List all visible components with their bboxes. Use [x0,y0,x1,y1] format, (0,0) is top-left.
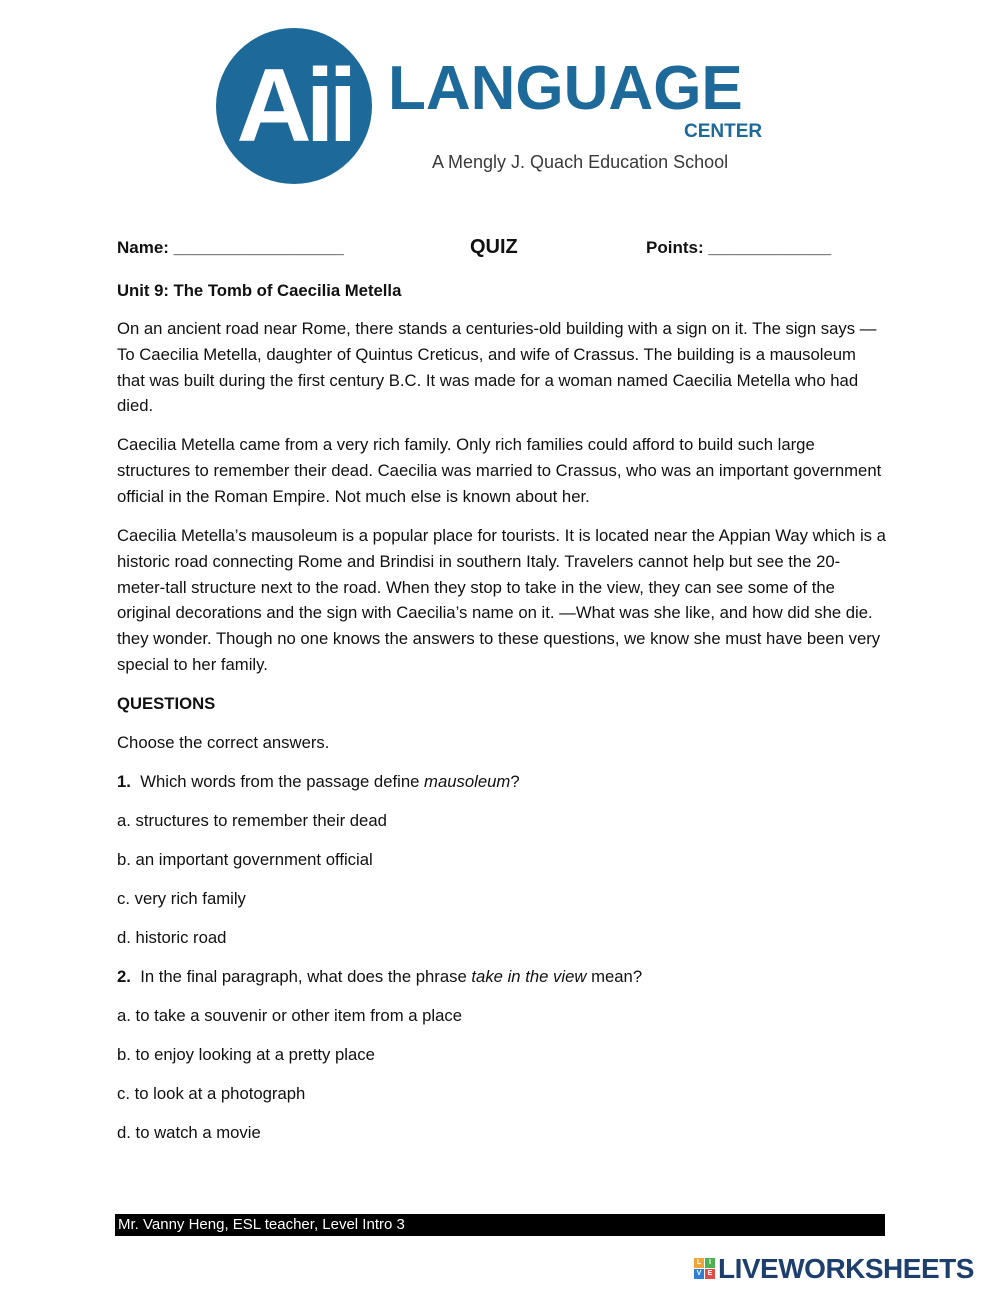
cube-letter: E [705,1269,715,1279]
cube-letter: L [694,1258,704,1268]
answer-option[interactable]: c. very rich family [117,889,246,908]
question-number: 2. [117,967,131,986]
logo-mark-text: Aii [236,48,352,164]
logo-subtitle: CENTER [684,121,763,142]
answer-option[interactable]: a. structures to remember their dead [117,811,387,830]
answer-option[interactable]: c. to look at a photograph [117,1084,306,1103]
question-keyword: mausoleum [424,772,511,791]
logo-tagline: A Mengly J. Quach Education School [432,152,729,172]
question-text-end: ? [510,772,520,791]
answer-option[interactable]: d. historic road [117,928,227,947]
points-field-label: Points: _____________ [646,238,832,257]
answer-option[interactable]: a. to take a souvenir or other item from a place [117,1006,463,1025]
passage-paragraph: Caecilia Metella came from a very rich family. Only rich families could afford to build such large structures to remember their dead. Caecilia was married to Crassus, who was an important government official in the Roman Empire. Not much else is known about her. [117,435,882,506]
question-text: Which words from the passage define [140,772,420,791]
teacher-footer-bar: Mr. Vanny Heng, ESL teacher, Level Intro 3 [115,1214,885,1236]
answer-option[interactable]: b. an important government official [117,850,373,869]
answer-option[interactable]: d. to watch a movie [117,1123,261,1142]
question-text-end: mean? [591,967,643,986]
question-number: 1. [117,772,131,791]
cube-letter: V [694,1269,704,1279]
passage-paragraph: Caecilia Metella’s mausoleum is a popular place for tourists. It is located near the Appian Way which is a historic road connecting Rome and Brindisi in southern Italy. Travelers cannot help but see the 20-meter-tall structure next to the road. When they stop to take in the view, they can see some of the original decorations and the sign with Caecilia’s name on it. —What was she like, and how did she die. they wonder. Though no one knows the answers to these questions, we know she must have been very special to her family. [117,526,886,674]
answer-option[interactable]: b. to enjoy looking at a pretty place [117,1045,375,1064]
school-logo [216,28,763,188]
passage-paragraph: On an ancient road near Rome, there stands a centuries-old building with a sign on it. The sign says —To Caecilia Metella, daughter of Quintus Creticus, and wife of Crassus. The building is a mausoleum that was built during the first century B.C. It was made for a woman named Caecilia Metella who had died. [117,319,877,416]
instructions: Choose the correct answers. [117,733,330,752]
name-field-label: Name: __________________ [117,238,344,257]
logo-wordmark: LANGUAGE [388,54,743,123]
unit-title: Unit 9: The Tomb of Caecilia Metella [117,281,402,300]
cube-letter: I [705,1258,715,1268]
liveworksheets-wordmark: LIVEWORKSHEETS [718,1253,974,1284]
quiz-title: QUIZ [470,236,518,258]
liveworksheets-cubes-icon [694,1258,716,1282]
questions-heading: QUESTIONS [117,694,216,713]
question-prompt [117,769,520,794]
question-keyword: take in the view [471,967,587,986]
question-text: In the final paragraph, what does the phrase [140,967,467,986]
question-prompt [117,964,642,989]
